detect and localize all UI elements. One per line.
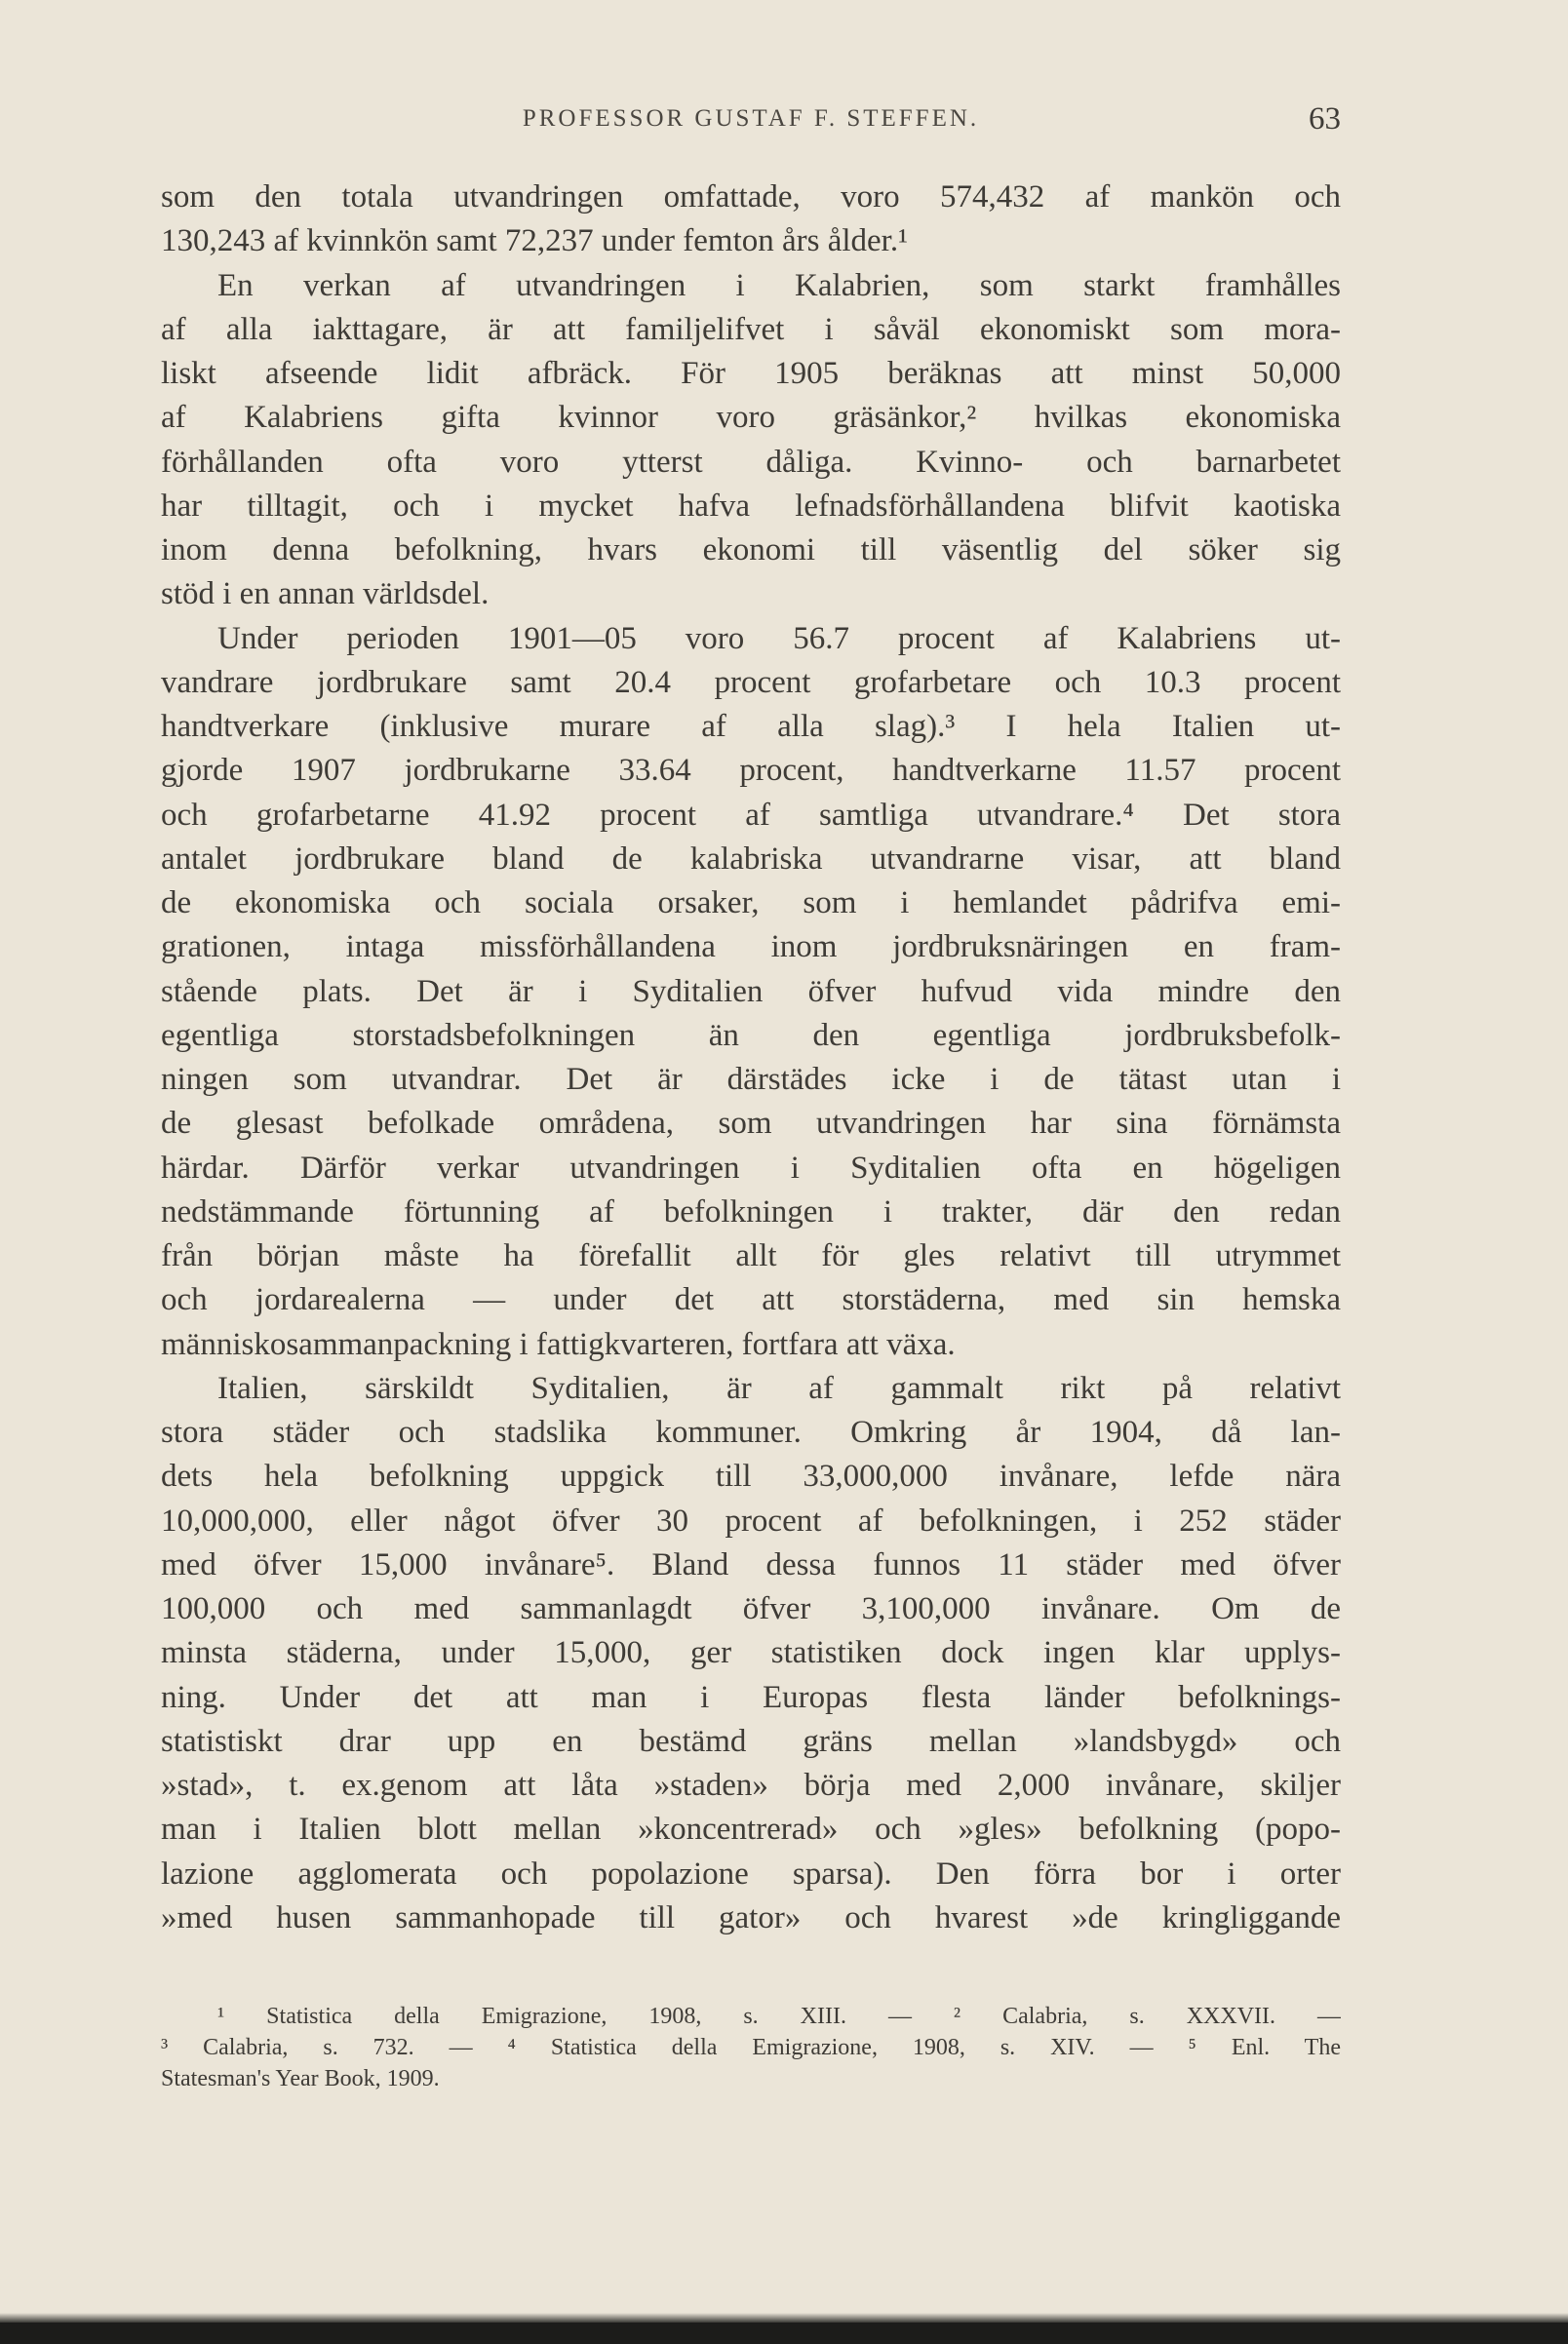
text-line: stående plats. Det är i Syditalien öfver hufvud vida mindre den	[161, 973, 1341, 1009]
page-header	[161, 101, 1341, 144]
text-line: ning. Under det att man i Europas flesta länder befolknings-	[161, 1679, 1341, 1715]
text-line: de ekonomiska och sociala orsaker, som i hemlandet pådrifva emi-	[161, 885, 1341, 920]
text-line: lazione agglomerata och popolazione sparsa). Den förra bor i orter	[161, 1856, 1341, 1892]
text-line: antalet jordbrukare bland de kalabriska utvandrarne visar, att bland	[161, 840, 1341, 877]
text-line: de glesast befolkade områdena, som utvandringen har sina förnämsta	[161, 1106, 1341, 1142]
text-line: liskt afseende lidit afbräck. För 1905 beräknas att minst 50,000	[161, 356, 1341, 391]
text-line: grationen, intaga missförhållandena inom jordbruksnäringen en fram-	[161, 929, 1341, 965]
scan-bottom-edge	[0, 2323, 1568, 2344]
text-line: Under perioden 1901—05 voro 56.7 procent af Kalabriens ut-	[217, 620, 1341, 656]
text-line: människosammanpackning i fattigkvarteren, fortfara att växa.	[161, 1326, 956, 1362]
text-line: minsta städerna, under 15,000, ger statistiken dock ingen klar upplys-	[161, 1635, 1341, 1671]
text-line: »stad», t. ex.genom att låta »staden» börja med 2,000 invånare, skiljer	[161, 1768, 1341, 1803]
text-line: ningen som utvandrar. Det är därstädes icke i de tätast utan i	[161, 1062, 1341, 1097]
text-line: härdar. Därför verkar utvandringen i Syditalien ofta en högeligen	[161, 1150, 1341, 1186]
text-line: som den totala utvandringen omfattade, voro 574,432 af mankön och	[161, 179, 1341, 215]
text-line: har tilltagit, och i mycket hafva lefnadsförhållandena blifvit kaotiska	[161, 488, 1341, 524]
text-line: från början måste ha förefallit allt för gles relativt till utrymmet	[161, 1238, 1341, 1273]
text-line: egentliga storstadsbefolkningen än den egentliga jordbruksbefolk-	[161, 1017, 1341, 1053]
footnote-line: Statesman's Year Book, 1909.	[161, 2066, 440, 2091]
text-line: vandrare jordbrukare samt 20.4 procent grofarbetare och 10.3 procent	[161, 664, 1341, 700]
text-line: gjorde 1907 jordbrukarne 33.64 procent, handtverkarne 11.57 procent	[161, 753, 1341, 789]
footnote-line: ¹ Statistica della Emigrazione, 1908, s. XIII. — ² Calabria, s. XXXVII. —	[217, 2004, 1341, 2029]
text-line: stöd i en annan världsdel.	[161, 576, 490, 612]
text-line: med öfver 15,000 invånare⁵. Bland dessa funnos 11 städer med öfver	[161, 1546, 1341, 1582]
text-line: nedstämmande förtunning af befolkningen i trakter, där den redan	[161, 1193, 1341, 1230]
text-line: 10,000,000, eller något öfver 30 procent af befolkningen, i 252 städer	[161, 1503, 1341, 1539]
text-line: statistiskt drar upp en bestämd gräns mellan »landsbygd» och	[161, 1723, 1341, 1759]
text-line: inom denna befolkning, hvars ekonomi till väsentlig del söker sig	[161, 532, 1341, 567]
text-line: man i Italien blott mellan »koncentrerad» och »gles» befolkning (popo-	[161, 1812, 1341, 1848]
text-line: 100,000 och med sammanlagdt öfver 3,100,000 invånare. Om de	[161, 1591, 1341, 1626]
text-line: af Kalabriens gifta kvinnor voro gräsänkor,² hvilkas ekonomiska	[161, 400, 1341, 436]
text-line: stora städer och stadslika kommuner. Omkring år 1904, då lan-	[161, 1415, 1341, 1450]
scan-edge-shadow	[0, 2313, 1568, 2323]
text-line: Italien, särskildt Syditalien, är af gammalt rikt på relativt	[217, 1370, 1341, 1406]
text-line: dets hela befolkning uppgick till 33,000,000 invånare, lefde nära	[161, 1459, 1341, 1495]
text-line: af alla iakttagare, är att familjelifvet i såväl ekonomiskt som mora-	[161, 311, 1341, 347]
text-line: och jordarealerna — under det att storstäderna, med sin hemska	[161, 1282, 1341, 1318]
body-text	[161, 176, 1341, 1940]
running-title: PROFESSOR GUSTAF F. STEFFEN.	[522, 105, 980, 132]
footnotes	[161, 2001, 1341, 2094]
text-line: förhållanden ofta voro ytterst dåliga. Kvinno- och barnarbetet	[161, 444, 1341, 480]
text-line: handtverkare (inklusive murare af alla slag).³ I hela Italien ut-	[161, 709, 1341, 744]
page-number: 63	[1309, 101, 1341, 137]
text-line: En verkan af utvandringen i Kalabrien, som starkt framhålles	[217, 267, 1341, 303]
footnote-line: ³ Calabria, s. 732. — ⁴ Statistica della Emigrazione, 1908, s. XIV. — ⁵ Enl. The	[161, 2035, 1341, 2060]
text-line: och grofarbetarne 41.92 procent af samtliga utvandrare.⁴ Det stora	[161, 797, 1341, 833]
text-line: 130,243 af kvinnkön samt 72,237 under femton års ålder.¹	[161, 223, 908, 259]
text-line: »med husen sammanhopade till gator» och hvarest »de kringliggande	[161, 1899, 1341, 1935]
